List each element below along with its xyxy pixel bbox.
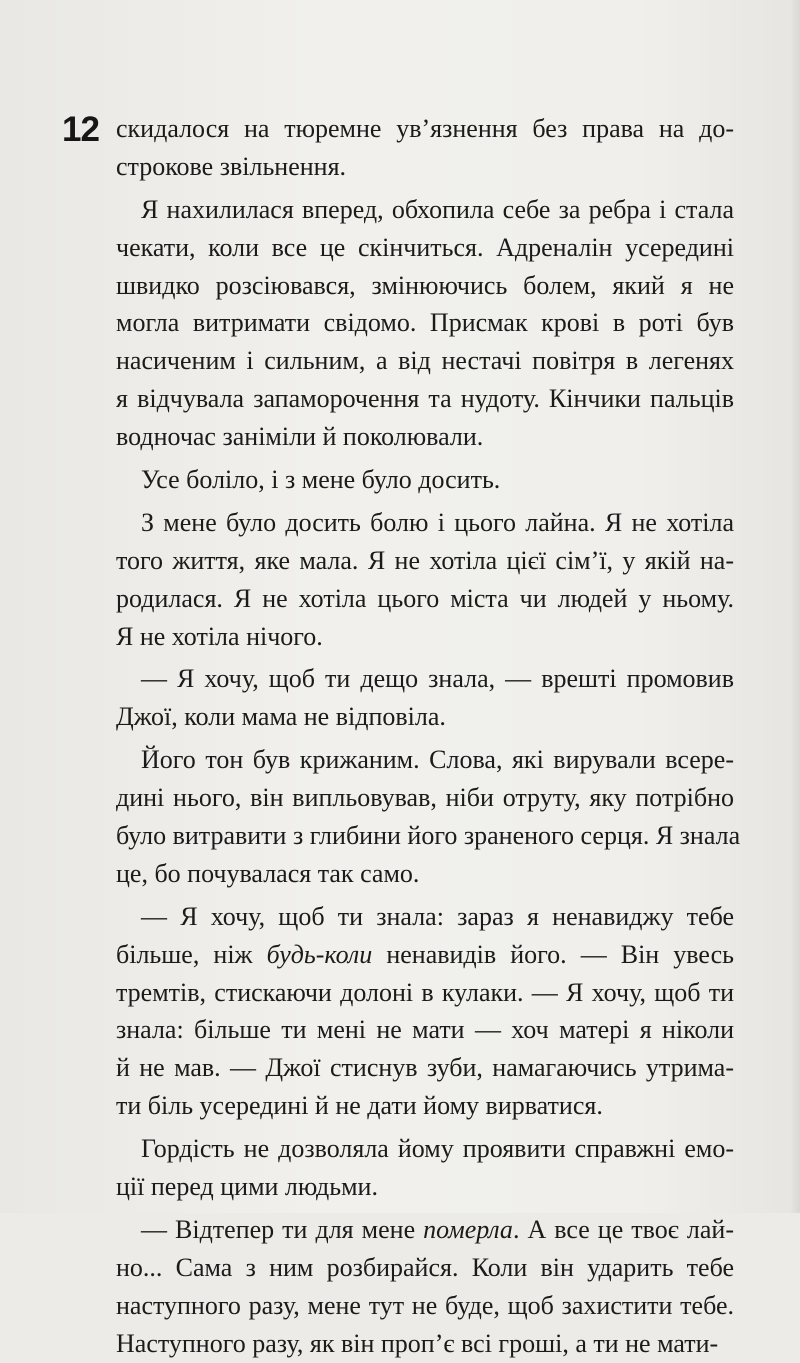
text-line: я відчувала запаморочення та нудоту. Кінчики пальців [116,384,734,414]
text-line: — Я хочу, щоб ти знала: зараз я ненавиджу тебе [141,901,734,931]
text-line: чекати, коли все це скінчиться. Адреналін усередині [116,232,734,262]
text-line: Наступного разу, як він проп’є всі гроші, а ти не мати- [116,1328,719,1358]
text-line: ти біль усередині й не дати йому вирватися. [116,1091,603,1121]
text-line: тремтів, стискаючи долоні в кулаки. — Я хочу, щоб ти [116,977,734,1007]
text-line: більше, ніж будь-коли ненавидів його. — Він увесь [116,939,734,969]
text-line: Я нахилилася вперед, обхопила себе за ребра і стала [141,194,734,224]
text-line: строкове звільнення. [116,151,347,181]
text-line: — Відтепер ти для мене померла. А все це твоє лай- [141,1214,734,1244]
text-line: дині нього, він випльовував, ніби отруту, яку потрібно [116,783,734,813]
text-line: скидалося на тюремне ув’язнення без права на до- [116,114,734,143]
text-line: Гордість не дозволяла йому проявити справжні емо- [141,1134,734,1164]
text-line: — Я хочу, щоб ти дещо знала, — врешті промовив [141,664,734,694]
italic-emphasis: будь-коли [266,939,373,969]
text-line: насиченим і сильним, а від нестачі повітря в легенях [116,346,734,376]
text-line: водночас заніміли й поколювали. [116,422,484,452]
text-line: Джої, коли мама не відповіла. [116,702,446,732]
text-line: того життя, яке мала. Я не хотіла цієї сім’ї, у якій на- [116,545,734,575]
text-line: Його тон був крижаним. Слова, які вирували всере- [141,745,734,775]
text-line: родилася. Я не хотіла цього міста чи людей у ньому. [116,583,734,613]
italic-emphasis: померла [423,1214,513,1244]
text-line: ції перед цими людьми. [116,1172,378,1202]
text-line: З мене було досить болю і цього лайна. Я не хотіла [141,507,734,537]
text-line: наступного разу, мене тут не буде, щоб захистити тебе. [116,1290,734,1320]
text-line: могла витримати свідомо. Присмак крові в роті був [116,308,734,338]
text-line: це, бо почувалася так само. [116,858,420,888]
body-text [116,110,741,1363]
page-number: 12 [62,110,99,149]
text-line: швидко розсіювався, змінюючись болем, який я не [116,270,734,300]
text-line: Я не хотіла нічого. [116,621,323,651]
text-line: Усе боліло, і з мене було досить. [141,465,501,495]
text-line: но... Сама з ним розбирайся. Коли він ударить тебе [116,1252,734,1282]
text-line: було витравити з глибини його зраненого серця. Я знала [116,821,741,851]
page-edge-shadow [790,0,800,1213]
text-line: знала: більше ти мені не мати — хоч матері я ніколи [116,1015,734,1045]
text-line: й не мав. — Джої стиснув зуби, намагаючись утрима- [116,1053,734,1083]
